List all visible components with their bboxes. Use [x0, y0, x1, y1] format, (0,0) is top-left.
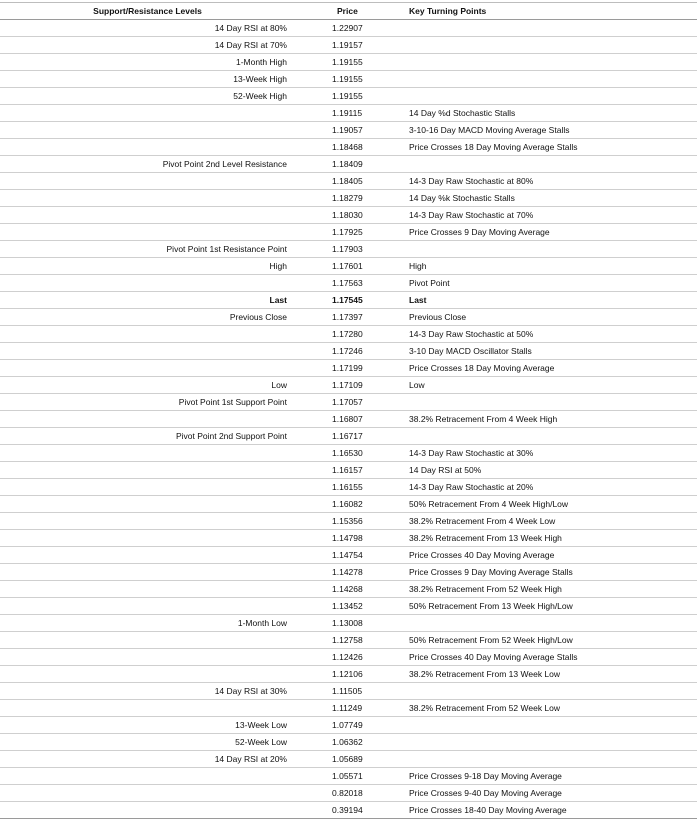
header-key-turning-points: Key Turning Points [399, 3, 697, 20]
support-resistance-cell [0, 649, 295, 666]
table-row [0, 37, 697, 54]
price-cell: 1.05571 [295, 768, 399, 785]
key-turning-point-cell: 38.2% Retracement From 13 Week High [399, 530, 697, 547]
key-turning-point-cell: Low [399, 377, 697, 394]
key-turning-point-cell: Pivot Point [399, 275, 697, 292]
key-turning-point-cell: 38.2% Retracement From 52 Week Low [399, 700, 697, 717]
support-resistance-cell [0, 122, 295, 139]
table-row [0, 683, 697, 700]
key-turning-point-cell [399, 734, 697, 751]
support-resistance-cell [0, 581, 295, 598]
price-cell: 1.07749 [295, 717, 399, 734]
table-row [0, 20, 697, 37]
table-header [0, 3, 697, 20]
support-resistance-cell [0, 275, 295, 292]
support-resistance-cell: 52-Week High [0, 88, 295, 105]
key-turning-point-cell: 38.2% Retracement From 4 Week Low [399, 513, 697, 530]
support-resistance-cell [0, 326, 295, 343]
price-cell: 1.19157 [295, 37, 399, 54]
price-cell: 1.16807 [295, 411, 399, 428]
price-cell: 1.19155 [295, 71, 399, 88]
support-resistance-cell [0, 496, 295, 513]
table-row [0, 88, 697, 105]
table-row [0, 700, 697, 717]
price-cell: 1.16157 [295, 462, 399, 479]
table-row [0, 156, 697, 173]
table-body [0, 20, 697, 819]
price-cell: 1.19155 [295, 54, 399, 71]
table-row [0, 122, 697, 139]
table-row [0, 224, 697, 241]
price-cell: 1.05689 [295, 751, 399, 768]
price-cell: 1.17109 [295, 377, 399, 394]
support-resistance-cell: 1-Month Low [0, 615, 295, 632]
key-turning-point-cell: 50% Retracement From 52 Week High/Low [399, 632, 697, 649]
support-resistance-cell [0, 564, 295, 581]
key-turning-point-cell: 38.2% Retracement From 52 Week High [399, 581, 697, 598]
header-support-resistance: Support/Resistance Levels [0, 3, 295, 20]
table-row [0, 71, 697, 88]
key-turning-point-cell: Price Crosses 18 Day Moving Average [399, 360, 697, 377]
support-resistance-cell [0, 768, 295, 785]
table-row [0, 173, 697, 190]
price-cell: 1.17903 [295, 241, 399, 258]
support-resistance-cell: Pivot Point 2nd Level Resistance [0, 156, 295, 173]
support-resistance-cell [0, 462, 295, 479]
table-row [0, 258, 697, 275]
support-resistance-cell [0, 598, 295, 615]
table-row [0, 751, 697, 768]
key-turning-point-cell: Price Crosses 9 Day Moving Average [399, 224, 697, 241]
support-resistance-cell: 14 Day RSI at 30% [0, 683, 295, 700]
key-turning-point-cell: Price Crosses 9-40 Day Moving Average [399, 785, 697, 802]
table-row [0, 428, 697, 445]
support-resistance-cell [0, 513, 295, 530]
key-turning-point-cell [399, 71, 697, 88]
support-resistance-cell [0, 632, 295, 649]
key-turning-point-cell [399, 751, 697, 768]
price-cell: 1.18468 [295, 139, 399, 156]
price-cell: 1.17545 [295, 292, 399, 309]
key-turning-point-cell: 14-3 Day Raw Stochastic at 80% [399, 173, 697, 190]
support-resistance-cell: Last [0, 292, 295, 309]
price-cell: 1.14278 [295, 564, 399, 581]
table-row [0, 309, 697, 326]
price-cell: 1.17397 [295, 309, 399, 326]
support-resistance-cell: High [0, 258, 295, 275]
price-cell: 1.14754 [295, 547, 399, 564]
key-turning-point-cell: 38.2% Retracement From 13 Week Low [399, 666, 697, 683]
price-cell: 1.13008 [295, 615, 399, 632]
price-cell: 1.14798 [295, 530, 399, 547]
support-resistance-cell [0, 105, 295, 122]
table-row [0, 479, 697, 496]
table-row [0, 394, 697, 411]
key-turning-point-cell [399, 54, 697, 71]
price-cell: 1.12106 [295, 666, 399, 683]
support-resistance-cell: Pivot Point 2nd Support Point [0, 428, 295, 445]
support-resistance-cell: 13-Week Low [0, 717, 295, 734]
support-resistance-cell: Previous Close [0, 309, 295, 326]
price-cell: 1.17601 [295, 258, 399, 275]
support-resistance-cell [0, 139, 295, 156]
table-row [0, 496, 697, 513]
table-row [0, 768, 697, 785]
key-turning-point-cell: Price Crosses 18-40 Day Moving Average [399, 802, 697, 819]
support-resistance-cell [0, 530, 295, 547]
price-cell: 1.12426 [295, 649, 399, 666]
price-cell: 1.17563 [295, 275, 399, 292]
table-row [0, 564, 697, 581]
price-cell: 0.82018 [295, 785, 399, 802]
support-resistance-table [0, 2, 697, 819]
key-turning-point-cell: 3-10-16 Day MACD Moving Average Stalls [399, 122, 697, 139]
support-resistance-cell: 1-Month High [0, 54, 295, 71]
table-row [0, 139, 697, 156]
key-turning-point-cell: 14-3 Day Raw Stochastic at 70% [399, 207, 697, 224]
support-resistance-cell [0, 802, 295, 819]
price-cell: 1.11249 [295, 700, 399, 717]
support-resistance-cell [0, 360, 295, 377]
table-row [0, 326, 697, 343]
table-row [0, 411, 697, 428]
price-cell: 1.16717 [295, 428, 399, 445]
key-turning-point-cell [399, 683, 697, 700]
key-turning-point-cell: 3-10 Day MACD Oscillator Stalls [399, 343, 697, 360]
support-resistance-cell [0, 700, 295, 717]
table-row [0, 445, 697, 462]
key-turning-point-cell: 50% Retracement From 13 Week High/Low [399, 598, 697, 615]
price-cell: 1.19057 [295, 122, 399, 139]
support-resistance-cell [0, 207, 295, 224]
key-turning-point-cell [399, 37, 697, 54]
price-cell: 1.18279 [295, 190, 399, 207]
table-row [0, 734, 697, 751]
support-resistance-cell [0, 173, 295, 190]
price-cell: 1.16155 [295, 479, 399, 496]
key-turning-point-cell: Price Crosses 9-18 Day Moving Average [399, 768, 697, 785]
key-turning-point-cell [399, 241, 697, 258]
table-row [0, 632, 697, 649]
key-turning-point-cell: 14 Day %k Stochastic Stalls [399, 190, 697, 207]
key-turning-point-cell [399, 428, 697, 445]
key-turning-point-cell: Price Crosses 18 Day Moving Average Stalls [399, 139, 697, 156]
support-resistance-cell [0, 190, 295, 207]
support-resistance-cell: Pivot Point 1st Support Point [0, 394, 295, 411]
key-turning-point-cell: Previous Close [399, 309, 697, 326]
key-turning-point-cell: Price Crosses 40 Day Moving Average [399, 547, 697, 564]
support-resistance-cell [0, 445, 295, 462]
table-row [0, 190, 697, 207]
price-cell: 1.17199 [295, 360, 399, 377]
support-resistance-cell [0, 785, 295, 802]
table-row [0, 105, 697, 122]
table-row [0, 292, 697, 309]
price-cell: 1.17280 [295, 326, 399, 343]
key-turning-point-cell [399, 717, 697, 734]
table-row [0, 275, 697, 292]
price-cell: 1.11505 [295, 683, 399, 700]
support-resistance-cell [0, 479, 295, 496]
key-turning-point-cell: 14-3 Day Raw Stochastic at 50% [399, 326, 697, 343]
table-row [0, 530, 697, 547]
key-turning-point-cell [399, 20, 697, 37]
table-row [0, 343, 697, 360]
support-resistance-cell: Low [0, 377, 295, 394]
support-resistance-cell [0, 343, 295, 360]
key-turning-point-cell [399, 156, 697, 173]
price-cell: 1.18409 [295, 156, 399, 173]
price-cell: 1.13452 [295, 598, 399, 615]
support-resistance-cell [0, 411, 295, 428]
price-cell: 1.15356 [295, 513, 399, 530]
header-price: Price [295, 3, 399, 20]
support-resistance-cell [0, 666, 295, 683]
price-cell: 1.22907 [295, 20, 399, 37]
key-turning-point-cell: High [399, 258, 697, 275]
support-resistance-cell: 14 Day RSI at 80% [0, 20, 295, 37]
key-turning-point-cell: Price Crosses 40 Day Moving Average Stalls [399, 649, 697, 666]
price-cell: 1.17057 [295, 394, 399, 411]
price-cell: 1.16082 [295, 496, 399, 513]
key-turning-point-cell: 50% Retracement From 4 Week High/Low [399, 496, 697, 513]
price-cell: 1.06362 [295, 734, 399, 751]
key-turning-point-cell: 14 Day %d Stochastic Stalls [399, 105, 697, 122]
price-cell: 1.16530 [295, 445, 399, 462]
table-row [0, 581, 697, 598]
support-resistance-cell: 52-Week Low [0, 734, 295, 751]
key-turning-point-cell: Price Crosses 9 Day Moving Average Stalls [399, 564, 697, 581]
table-row [0, 207, 697, 224]
table-row [0, 241, 697, 258]
key-turning-point-cell [399, 615, 697, 632]
support-resistance-cell [0, 547, 295, 564]
price-cell: 1.18405 [295, 173, 399, 190]
price-cell: 1.12758 [295, 632, 399, 649]
key-turning-point-cell [399, 394, 697, 411]
table-row [0, 513, 697, 530]
support-resistance-cell: 14 Day RSI at 70% [0, 37, 295, 54]
key-turning-point-cell: 14 Day RSI at 50% [399, 462, 697, 479]
table-row [0, 360, 697, 377]
table-row [0, 598, 697, 615]
key-turning-point-cell [399, 88, 697, 105]
support-resistance-cell: 14 Day RSI at 20% [0, 751, 295, 768]
table-row [0, 785, 697, 802]
table-row [0, 615, 697, 632]
price-cell: 1.14268 [295, 581, 399, 598]
table-row [0, 547, 697, 564]
table-row [0, 649, 697, 666]
table-row [0, 717, 697, 734]
support-resistance-cell: Pivot Point 1st Resistance Point [0, 241, 295, 258]
header-row [0, 3, 697, 20]
table-row [0, 666, 697, 683]
price-cell: 1.19115 [295, 105, 399, 122]
price-cell: 1.17246 [295, 343, 399, 360]
support-resistance-cell [0, 224, 295, 241]
table-row [0, 462, 697, 479]
price-cell: 1.17925 [295, 224, 399, 241]
price-cell: 0.39194 [295, 802, 399, 819]
key-turning-point-cell: 14-3 Day Raw Stochastic at 30% [399, 445, 697, 462]
table-row [0, 54, 697, 71]
price-cell: 1.19155 [295, 88, 399, 105]
table-row [0, 802, 697, 819]
price-cell: 1.18030 [295, 207, 399, 224]
table-row [0, 377, 697, 394]
support-resistance-cell: 13-Week High [0, 71, 295, 88]
key-turning-point-cell: Last [399, 292, 697, 309]
key-turning-point-cell: 38.2% Retracement From 4 Week High [399, 411, 697, 428]
key-turning-point-cell: 14-3 Day Raw Stochastic at 20% [399, 479, 697, 496]
